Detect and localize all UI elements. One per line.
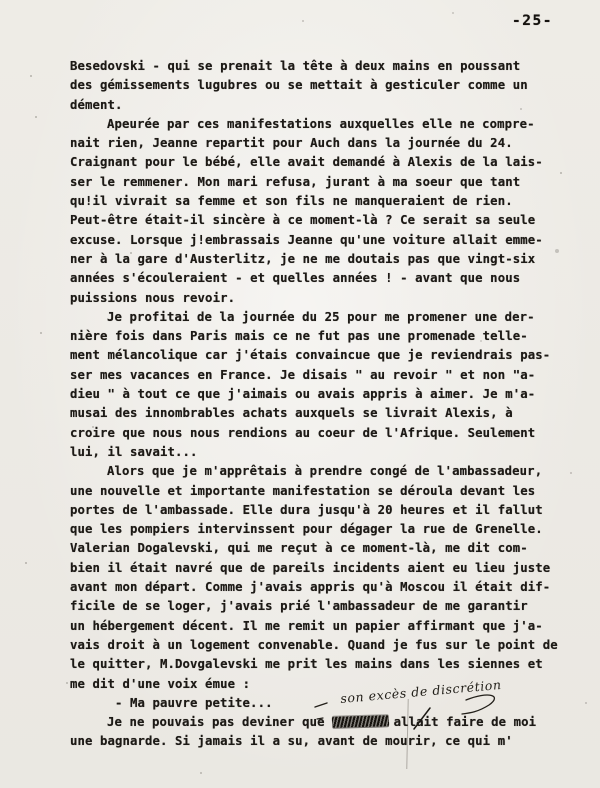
typed-line: portes de l'ambassade. Elle dura jusqu'à 20 heures et il fallut: [70, 502, 543, 517]
typed-line: me dit d'une voix émue :: [70, 676, 251, 691]
handwritten-annotation: son excès de discrétion: [339, 676, 503, 706]
typed-line: lui, il savait...: [70, 444, 198, 459]
typed-line: ser mes vacances en France. Je disais " au revoir " et non "a-: [70, 367, 536, 382]
typed-line: un hébergement décent. Il me remit un papier affirmant que j'a-: [70, 618, 543, 633]
typed-line: vais droit à un logement convenable. Quand je fus sur le point de: [70, 637, 558, 652]
typed-line: Je profitai de la journée du 25 pour me promener une der-: [107, 309, 535, 324]
typed-text-block: [70, 57, 582, 752]
typed-line: Besedovski - qui se prenait la tête à deux mains en poussant: [70, 59, 521, 73]
typed-line: ficile de se loger, j'avais prié l'ambassadeur de me garantir: [70, 599, 528, 614]
typed-line: le quitter, M.Dovgalevski me prit les mains dans les siennes et: [70, 657, 543, 672]
typed-line: Peut-être était-il sincère à ce moment-là ? Ce serait sa seule: [70, 213, 536, 228]
typed-line: que les pompiers intervinssent pour dégager la rue de Grenelle.: [70, 522, 543, 537]
typed-line: Valerian Dogalevski, qui me reçut à ce moment-là, me dit com-: [70, 541, 528, 556]
typed-line: musai des innombrables achats auxquels se livrait Alexis, à: [70, 406, 513, 421]
typed-line: ser le remmener. Mon mari refusa, jurant à ma soeur que tant: [70, 174, 521, 189]
typed-line: une bagnarde. Si jamais il a su, avant de mourir, ce qui m': [70, 734, 513, 749]
typed-line: une nouvelle et importante manifestation se déroula devant les: [70, 483, 536, 498]
typed-line: excuse. Lorsque j!embrassais Jeanne qu'une voiture allait emme-: [70, 232, 543, 247]
scribble-redaction: [331, 715, 388, 727]
typed-line: ner à la gare d'Austerlitz, je ne me doutais pas que vingt-six: [70, 251, 536, 266]
typed-line-with-redaction: [70, 713, 582, 732]
typed-line: puissions nous revoir.: [70, 290, 236, 305]
typed-line-fragment: Je ne pouvais pas deviner que: [107, 715, 325, 730]
typed-line: Apeurée par ces manifestations auxquelles elle ne compre-: [107, 116, 535, 131]
typed-line: croire que nous nous rendions au coeur de l'Afrique. Seulement: [70, 425, 536, 440]
typed-line: dément.: [70, 97, 123, 112]
typed-line-dialogue: - Ma pauvre petite...: [115, 695, 273, 710]
typed-line: nait rien, Jeanne repartit pour Auch dans la journée du 24.: [70, 136, 513, 151]
typed-line: années s'écouleraient - et quelles années ! - avant que nous: [70, 271, 521, 286]
typed-line: Craignant pour le bébé, elle avait demandé à Alexis de la lais-: [70, 155, 543, 170]
paper-noise-specks: [0, 0, 2, 2]
typed-line: Alors que je m'apprêtais à prendre congé de l'ambassadeur,: [107, 464, 543, 479]
typed-line: des gémissements lugubres ou se mettait à gesticuler comme un: [70, 78, 528, 93]
typed-line: avant mon départ. Comme j'avais appris qu'à Moscou il était dif-: [70, 580, 551, 595]
typed-line: ment mélancolique car j'étais convaincue que je reviendrais pas-: [70, 348, 551, 363]
page-number: -25-: [512, 13, 553, 29]
typed-line: dieu " à tout ce que j'aimais ou avais appris à aimer. Je m'a-: [70, 387, 536, 402]
typed-line-fragment: allait faire de moi: [393, 715, 537, 730]
typed-line: bien il était navré que de pareils incidents aient eu lieu juste: [70, 560, 551, 575]
typed-line: nière fois dans Paris mais ce ne fut pas une promenade telle-: [70, 329, 528, 344]
typed-line: qu!il vivrait sa femme et son fils ne manqueraient de rien.: [70, 194, 513, 209]
